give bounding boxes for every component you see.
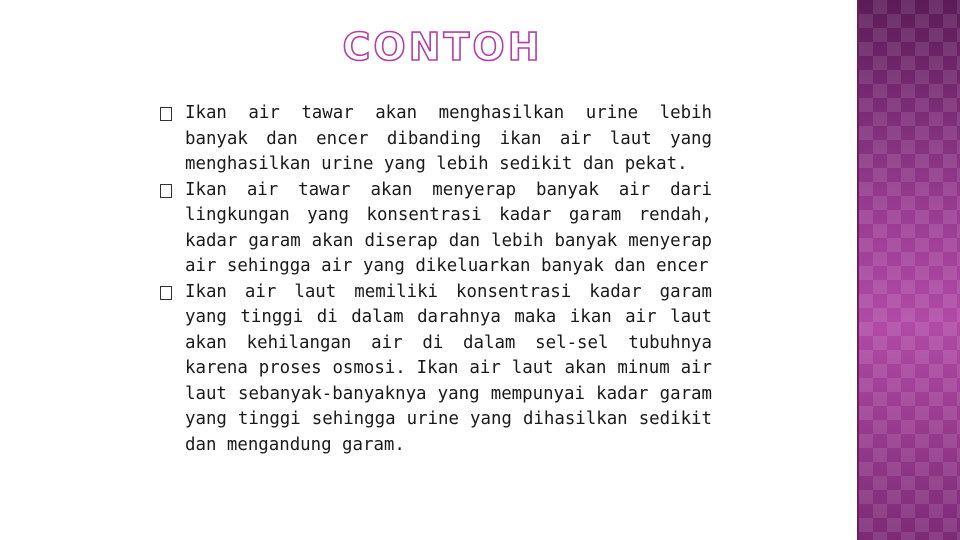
slide-title: CONTOH bbox=[342, 25, 543, 69]
bullet-item bbox=[160, 101, 712, 178]
bullet-text: Ikan air laut memiliki konsentrasi kadar garam yang tinggi di dalam darahnya maka ikan air laut akan kehilangan air di dalam sel-sel tubuhnya karena proses osmosi. Ikan air laut akan minum air laut sebanyak-banyaknya yang mempunyai kadar garam yang tinggi sehingga urine yang dihasilkan sedikit dan mengandung garam. bbox=[185, 281, 712, 455]
bullet-item bbox=[160, 178, 712, 280]
bullet-text: Ikan air tawar akan menghasilkan urine lebih banyak dan encer dibanding ikan air laut yang menghasilkan urine yang lebih sedikit dan pekat. bbox=[185, 103, 712, 174]
square-bullet-icon bbox=[160, 286, 172, 300]
bullet-item bbox=[160, 280, 712, 459]
square-bullet-icon bbox=[160, 184, 172, 198]
bullet-text: Ikan air tawar akan menyerap banyak air dari lingkungan yang konsentrasi kadar garam rendah, kadar garam akan diserap dan lebih banyak menyerap air sehingga air yang dikeluarkan banyak dan encer bbox=[185, 179, 712, 276]
bullet-list bbox=[160, 101, 712, 458]
square-bullet-icon bbox=[160, 107, 172, 121]
decorative-side-panel bbox=[859, 0, 960, 540]
